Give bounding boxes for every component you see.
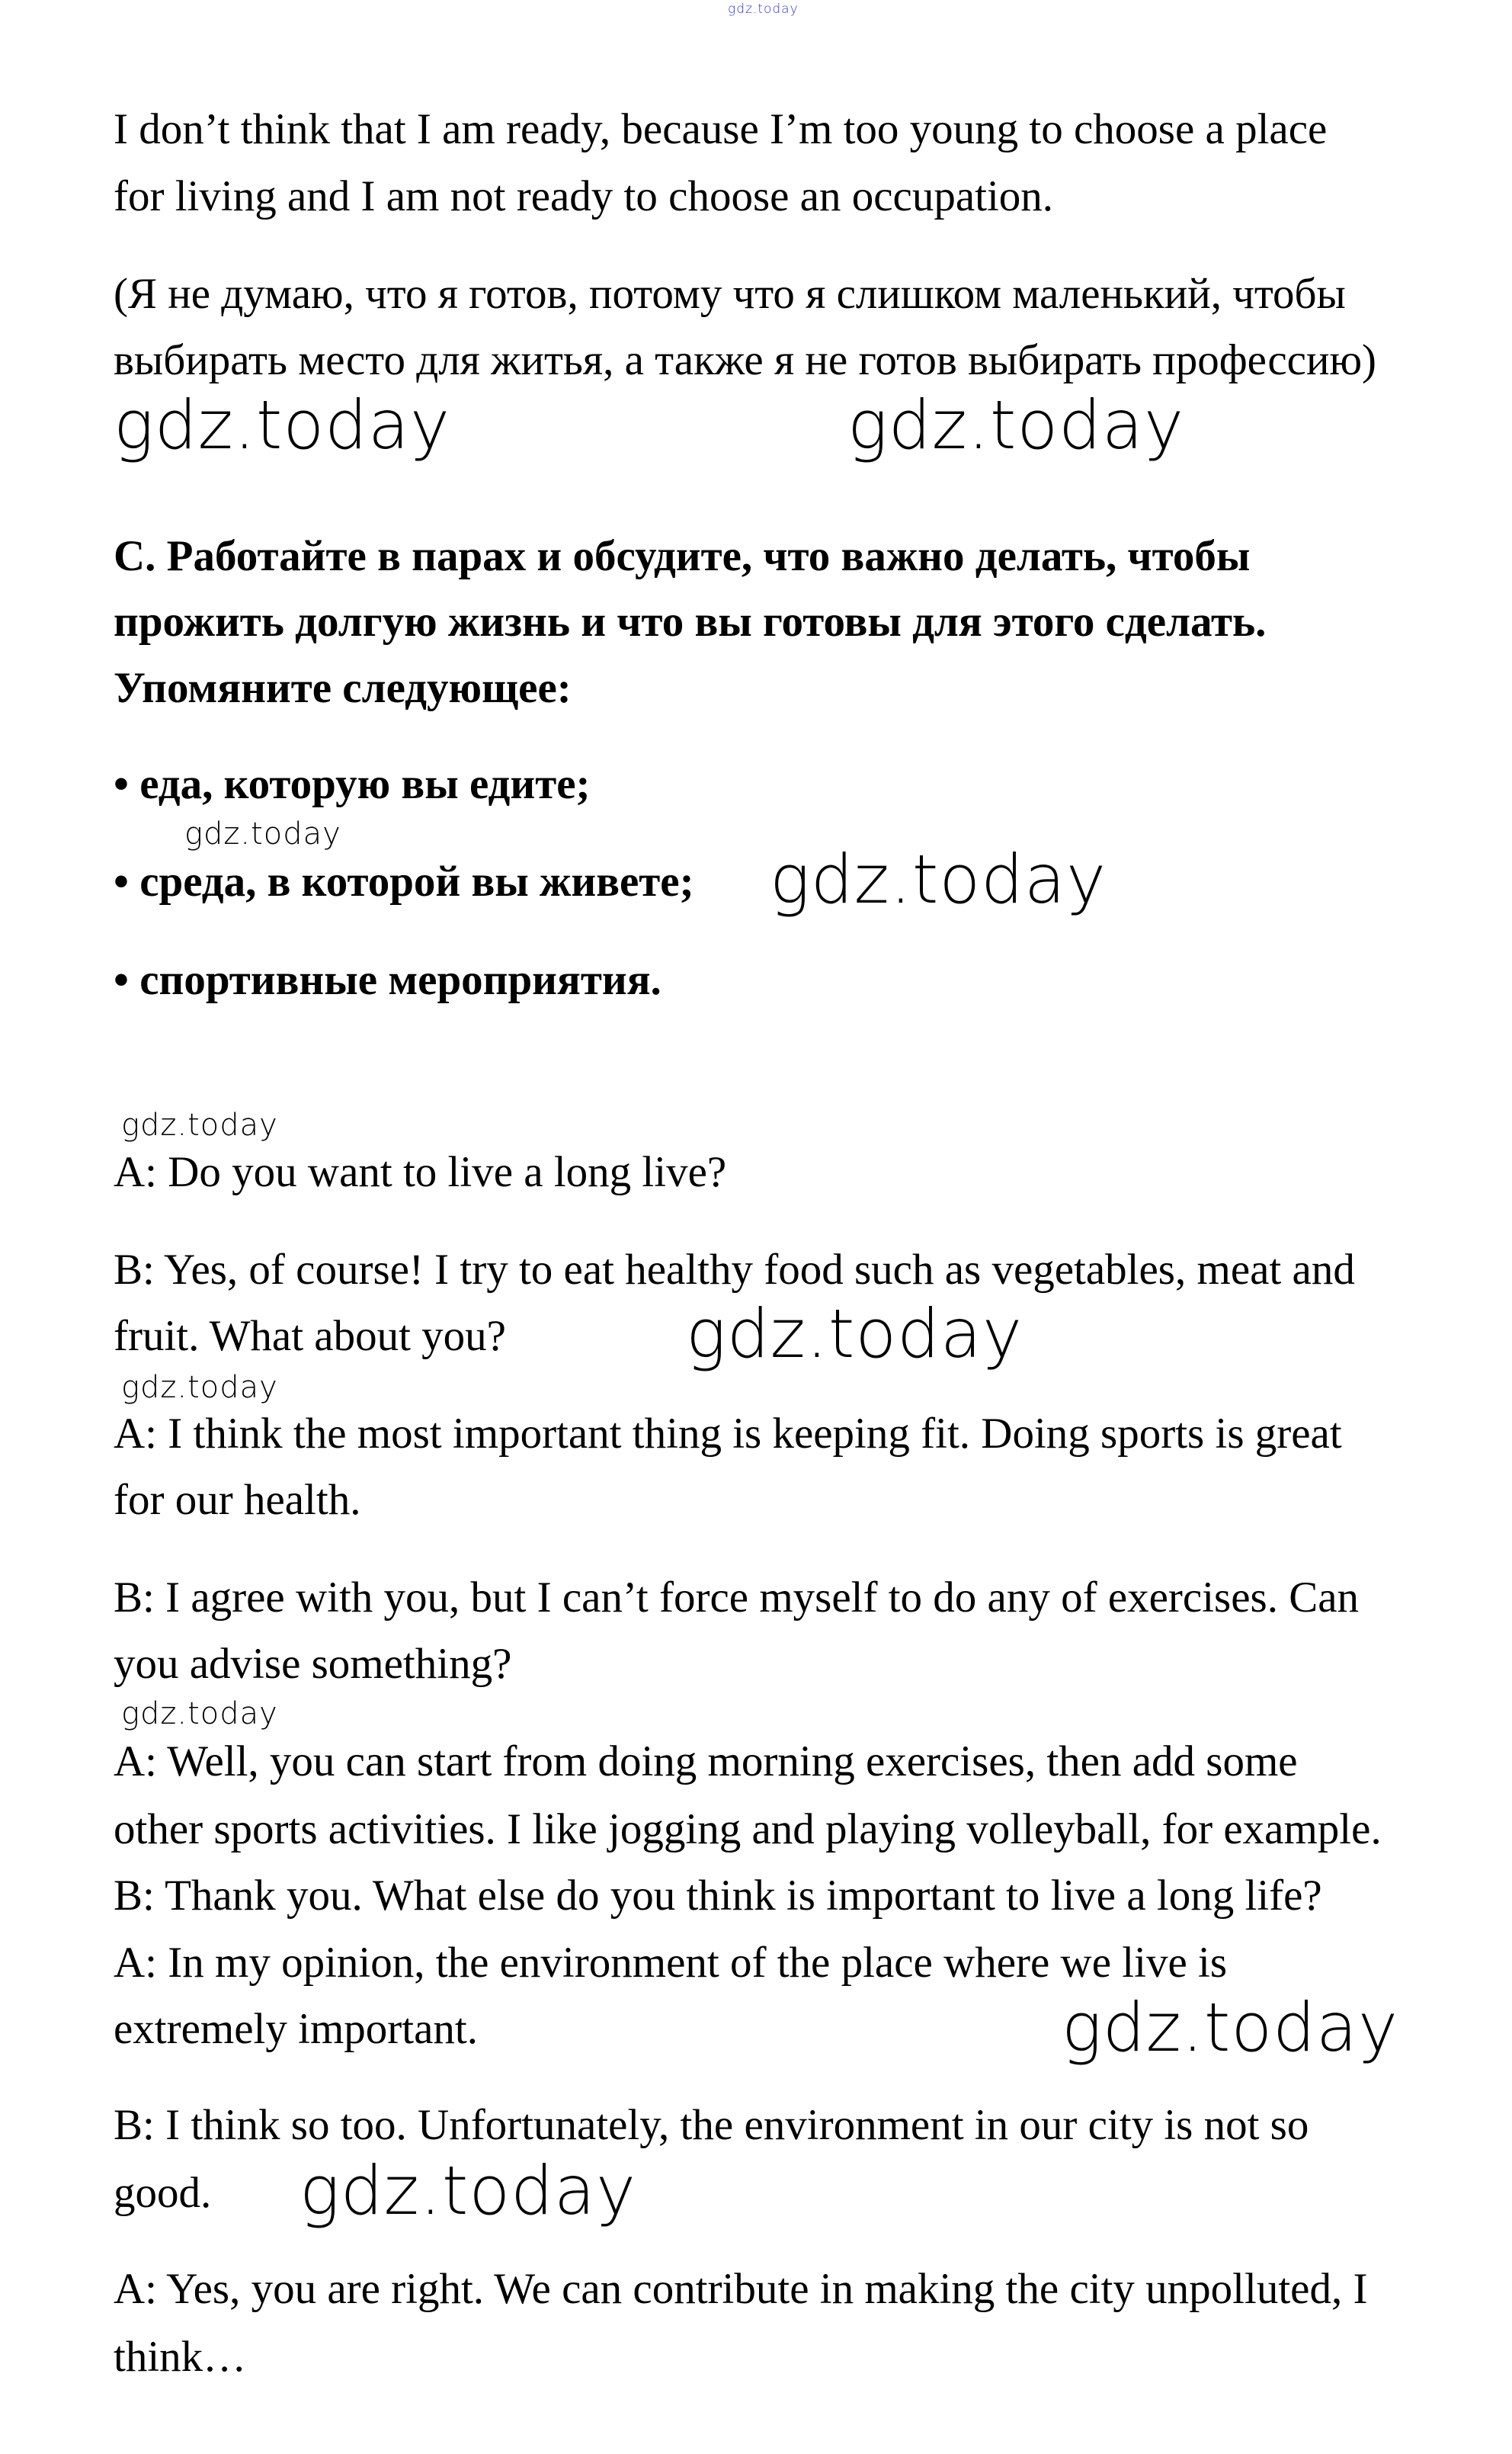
bullet-item: • спортивные мероприятия. (114, 956, 662, 1004)
dialogue-line: A: In my opinion, the environment of the place where we live is (114, 1939, 1228, 1987)
watermark: gdz.today (121, 1696, 278, 1731)
watermark: gdz.today (300, 2151, 637, 2230)
dialogue-line: B: I agree with you, but I can’t force myself to do any of exercises. Can (114, 1573, 1360, 1622)
task-c-line: прожить долгую жизнь и что вы готовы для этого сделать. (114, 598, 1267, 646)
bullet-item: • еда, которую вы едите; (114, 760, 591, 808)
bullet-item: • среда, в которой вы живете; (114, 858, 694, 906)
dialogue-line: think… (114, 2333, 247, 2381)
watermark: gdz.today (847, 386, 1185, 464)
answer-en-line: for living and I am not ready to choose an occupation. (114, 172, 1054, 220)
dialogue-line: other sports activities. I like jogging and playing volleyball, for example. (114, 1805, 1382, 1853)
dialogue-line: A: Yes, you are right. We can contribute in making the city unpolluted, I (114, 2265, 1368, 2313)
watermark: gdz.today (184, 816, 341, 852)
task-c-line: Упомяните следующее: (114, 664, 572, 712)
watermark: gdz.today (686, 1294, 1023, 1373)
task-c-line: C. Работайте в парах и обсудите, что важно делать, чтобы (114, 532, 1251, 580)
dialogue-line: you advise something? (114, 1640, 512, 1688)
watermark: gdz.today (770, 840, 1107, 919)
dialogue-line: B: Thank you. What else do you think is important to live a long life? (114, 1872, 1322, 1920)
answer-ru-line: выбирать место для житья, а также я не готов выбирать профессию) (114, 336, 1377, 384)
header-watermark: gdz.today (728, 2, 799, 17)
dialogue-line: fruit. What about you? (114, 1312, 506, 1360)
watermark: gdz.today (121, 1370, 278, 1405)
watermark: gdz.today (121, 1108, 278, 1143)
dialogue-line: for our health. (114, 1476, 361, 1524)
dialogue-line: good. (114, 2169, 212, 2217)
answer-ru-line: (Я не думаю, что я готов, потому что я слишком маленький, чтобы (114, 270, 1346, 318)
dialogue-line: A: Well, you can start from doing morning exercises, then add some (114, 1737, 1298, 1785)
dialogue-line: A: Do you want to live a long live? (114, 1148, 727, 1196)
dialogue-line: A: I think the most important thing is keeping fit. Doing sports is great (114, 1410, 1342, 1458)
watermark: gdz.today (114, 386, 451, 464)
watermark: gdz.today (1062, 1988, 1399, 2067)
answer-en-line: I don’t think that I am ready, because I’m too young to choose a place (114, 105, 1328, 153)
dialogue-line: B: I think so too. Unfortunately, the environment in our city is not so (114, 2101, 1309, 2149)
dialogue-line: extremely important. (114, 2005, 479, 2053)
dialogue-line: B: Yes, of course! I try to eat healthy food such as vegetables, meat and (114, 1246, 1355, 1294)
